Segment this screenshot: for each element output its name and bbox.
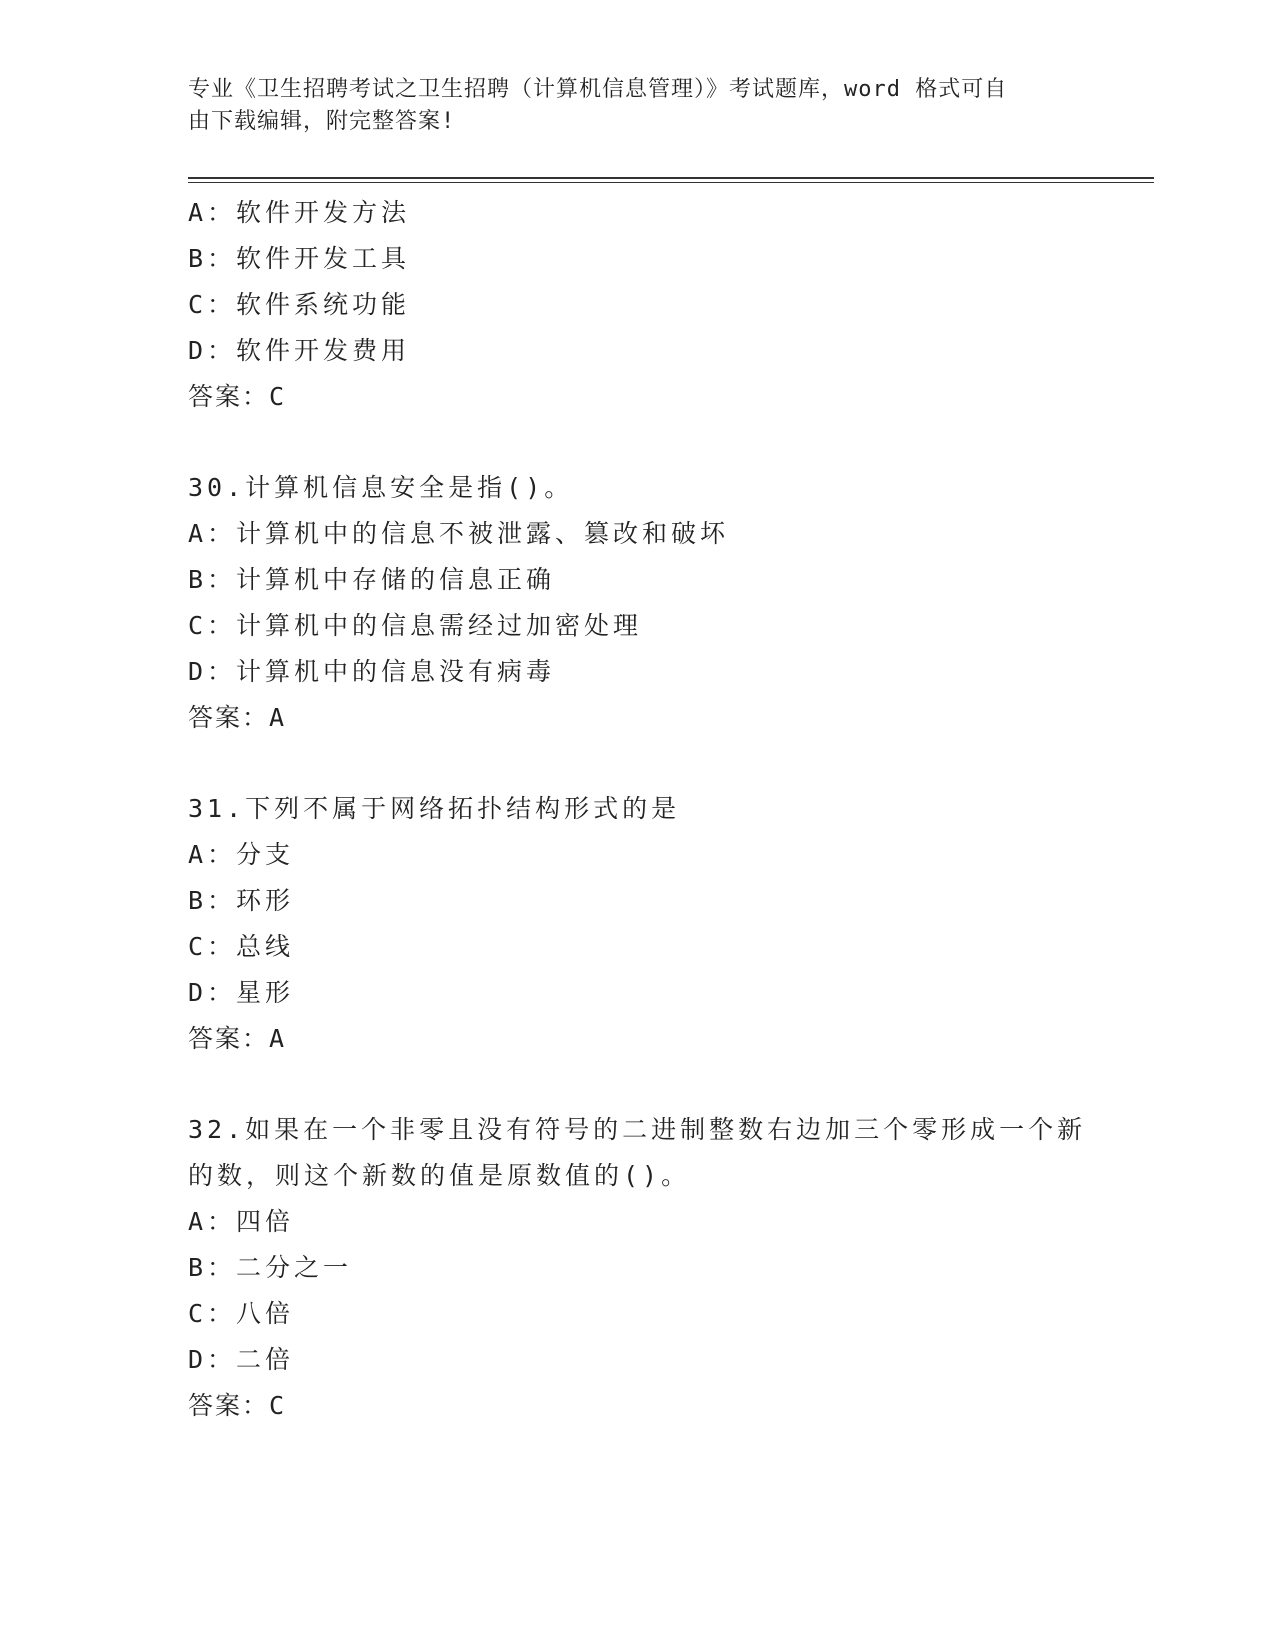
option-d: D：二倍 bbox=[188, 1345, 295, 1374]
header-line-1: 专业《卫生招聘考试之卫生招聘（计算机信息管理）》考试题库，word 格式可自 bbox=[188, 77, 1008, 102]
option-b: B：软件开发工具 bbox=[188, 244, 411, 273]
question-stem-line-2: 的数，则这个新数的值是原数值的()。 bbox=[188, 1161, 691, 1190]
answer: 答案：C bbox=[188, 1391, 287, 1420]
question-stem: 30.计算机信息安全是指()。 bbox=[188, 473, 574, 502]
answer: 答案：A bbox=[188, 1024, 287, 1053]
question-31 bbox=[188, 786, 1088, 1062]
header-line-2: 由下载编辑，附完整答案! bbox=[188, 109, 456, 134]
question-list bbox=[188, 190, 1088, 1429]
answer: 答案：C bbox=[188, 382, 287, 411]
option-c: C：八倍 bbox=[188, 1299, 295, 1328]
option-b: B：计算机中存储的信息正确 bbox=[188, 565, 556, 594]
option-d: D：软件开发费用 bbox=[188, 336, 411, 365]
question-stem-line-1: 32.如果在一个非零且没有符号的二进制整数右边加三个零形成一个新 bbox=[188, 1115, 1087, 1144]
question-32 bbox=[188, 1107, 1088, 1429]
option-a: A：软件开发方法 bbox=[188, 198, 411, 227]
option-a: A：计算机中的信息不被泄露、篡改和破坏 bbox=[188, 519, 730, 548]
question-29 bbox=[188, 190, 1088, 420]
option-d: D：星形 bbox=[188, 978, 295, 1007]
option-a: A：四倍 bbox=[188, 1207, 295, 1236]
header-divider-thick bbox=[188, 177, 1154, 179]
question-stem: 31.下列不属于网络拓扑结构形式的是 bbox=[188, 794, 681, 823]
answer: 答案：A bbox=[188, 703, 287, 732]
page-header bbox=[188, 74, 1068, 138]
option-b: B：二分之一 bbox=[188, 1253, 353, 1282]
question-30 bbox=[188, 465, 1088, 741]
option-a: A：分支 bbox=[188, 840, 295, 869]
option-b: B：环形 bbox=[188, 886, 295, 915]
option-c: C：软件系统功能 bbox=[188, 290, 411, 319]
header-divider-thin bbox=[188, 182, 1154, 183]
option-d: D：计算机中的信息没有病毒 bbox=[188, 657, 556, 686]
option-c: C：总线 bbox=[188, 932, 295, 961]
option-c: C：计算机中的信息需经过加密处理 bbox=[188, 611, 643, 640]
